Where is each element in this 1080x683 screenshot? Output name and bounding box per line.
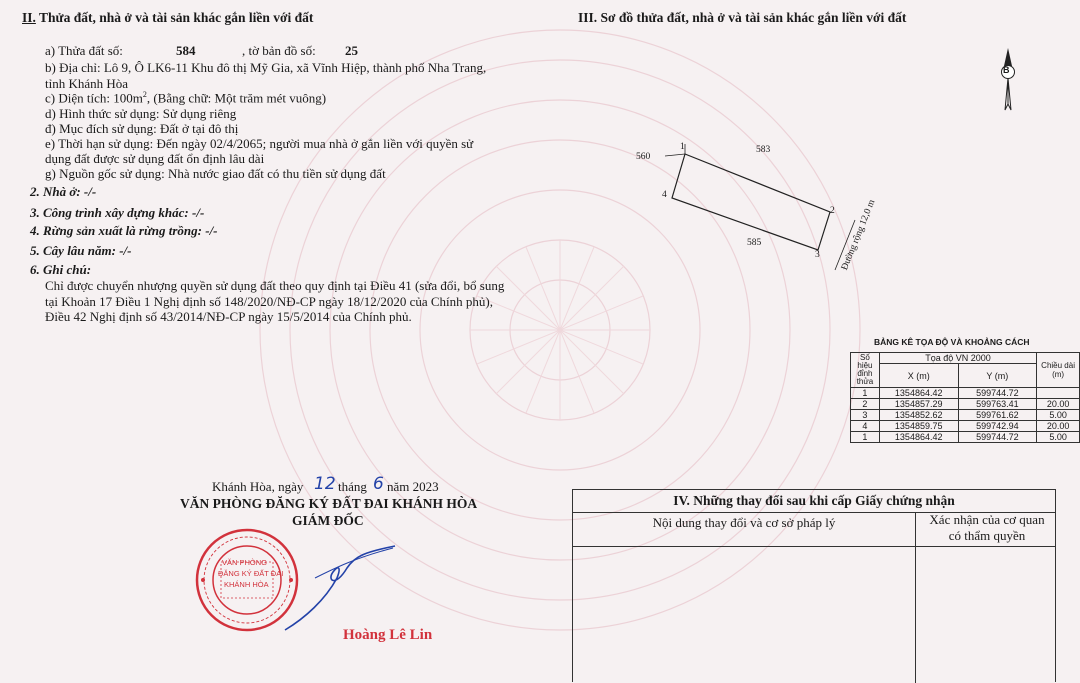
director-title: GIÁM ĐỐC [292,513,364,528]
section-2-title: II. Thửa đất, nhà ở và tài sản khác gắn liền với đất [22,10,314,25]
neighbor-560: 560 [636,152,651,162]
map-sheet-number: 25 [345,43,358,58]
item-perennial: 5. Cây lâu năm: -/- [30,243,132,258]
sign-year: năm 2023 [387,479,439,494]
length-cell: 20.00 [1037,399,1080,410]
north-letter: B [1003,65,1010,75]
point-cell: 1 [851,432,880,443]
x-cell: 1354864.42 [879,388,958,399]
changes-table [572,489,1056,682]
th-point: Số hiệu đỉnh thửa [851,353,880,388]
coordinate-row [851,421,1080,432]
point-cell: 3 [851,410,880,421]
usage-term-1: e) Thời hạn sử dụng: Đến ngày 02/4/2065; người mua nhà ở gắn liền với quyền sử [45,136,474,151]
length-cell: 20.00 [1037,421,1080,432]
th-x: X (m) [879,364,958,388]
usage-form: d) Hình thức sử dụng: Sử dụng riêng [45,106,237,121]
length-cell: 5.00 [1037,410,1080,421]
coordinate-row [851,410,1080,421]
changes-content-header: Nội dung thay đổi và cơ sở pháp lý [652,515,836,530]
area: c) Diện tích: $100m^2$, (Bằng chữ: Một trăm mét vuông) [45,90,327,106]
item-notes: 6. Ghi chú: [30,262,92,277]
usage-origin: g) Nguồn gốc sử dụng: Nhà nước giao đất có thu tiền sử dụng đất [45,166,386,181]
office-name: VĂN PHÒNG ĐĂNG KÝ ĐẤT ĐAI KHÁNH HÒA [180,496,478,511]
usage-term-2: dụng đất được sử dụng đất ổn định lâu dài [45,151,265,166]
coordinate-row [851,399,1080,410]
column-divider [915,512,916,683]
north-arrow-icon [996,48,1020,112]
point-3: 3 [815,250,820,260]
note-line-3: Điều 42 Nghị định số 43/2014/NĐ-CP ngày 15/5/2014 của Chính phủ. [45,309,412,324]
th-vn2000: Tọa độ VN 2000 [879,353,1036,364]
note-line-1: Chỉ được chuyển nhượng quyền sử dụng đất theo quy định tại Điều 41 (sửa đổi, bổ sung [45,278,505,293]
changes-confirm-header: Xác nhận của cơ quan có thẩm quyền [915,512,1058,546]
neighbor-583: 583 [756,145,771,155]
item-house: 2. Nhà ở: -/- [30,184,97,199]
y-cell: 599763.41 [958,399,1037,410]
y-cell: 599761.62 [958,410,1037,421]
parcel-number: 584 [176,43,196,58]
address-line-2: tỉnh Khánh Hòa [45,76,129,91]
note-line-2: tại Khoản 17 Điều 1 Nghị định số 148/2020/NĐ-CP ngày 18/12/2020 của Chính phủ), [45,294,493,309]
section-4-title: IV. Những thay đổi sau khi cấp Giấy chứng nhận [573,490,1055,513]
y-cell: 599742.94 [958,421,1037,432]
x-cell: 1354857.29 [879,399,958,410]
usage-purpose: đ) Mục đích sử dụng: Đất ở tại đô thị [45,121,239,136]
sign-place: Khánh Hòa, ngày [212,479,304,494]
item-construction: 3. Công trình xây dựng khác: -/- [30,205,205,220]
y-cell: 599744.72 [958,388,1037,399]
point-cell: 2 [851,399,880,410]
section-3-title: III. Sơ đồ thửa đất, nhà ở và tài sản khác gắn liền với đất [578,10,907,25]
sign-month-label: tháng [338,479,367,494]
handwritten-signature [275,538,415,638]
coordinate-row [851,432,1080,443]
coordinate-table [850,352,1080,443]
stamp-text-1: VĂN PHÒNG [222,558,268,567]
point-cell: 1 [851,388,880,399]
coordinate-row [851,388,1080,399]
point-4: 4 [662,190,667,200]
th-y: Y (m) [958,364,1037,388]
coordinate-table-title: BẢNG KÊ TỌA ĐỘ VÀ KHOẢNG CÁCH [874,337,1030,347]
point-cell: 4 [851,421,880,432]
length-cell: 5.00 [1037,432,1080,443]
item-forest: 4. Rừng sản xuất là rừng trồng: -/- [30,223,218,238]
th-length: Chiều dài (m) [1037,353,1080,388]
neighbor-585: 585 [747,238,762,248]
sign-month: 6 [373,474,384,494]
y-cell: 599744.72 [958,432,1037,443]
header-divider [573,546,1055,547]
x-cell: 1354852.62 [879,410,958,421]
road-label: Đường rộng 12,0 m [840,198,878,272]
map-sheet-prefix: , tờ bản đồ số: [242,43,316,58]
length-cell [1037,388,1080,399]
x-cell: 1354864.42 [879,432,958,443]
point-1: 1 [680,142,685,152]
x-cell: 1354859.75 [879,421,958,432]
sign-day: 12 [314,474,336,494]
stamp-text-3: KHÁNH HÒA [224,580,269,589]
parcel-prefix: a) Thửa đất số: [45,43,123,58]
point-2: 2 [830,206,835,216]
stamp-text-2: ĐĂNG KÝ ĐẤT ĐAI [218,569,284,578]
signer-name: Hoàng Lê Lin [343,627,433,643]
address-line-1: b) Địa chỉ: Lô 9, Ô LK6-11 Khu đô thị Mỹ Gia, xã Vĩnh Hiệp, thành phố Nha Trang, [45,60,487,75]
